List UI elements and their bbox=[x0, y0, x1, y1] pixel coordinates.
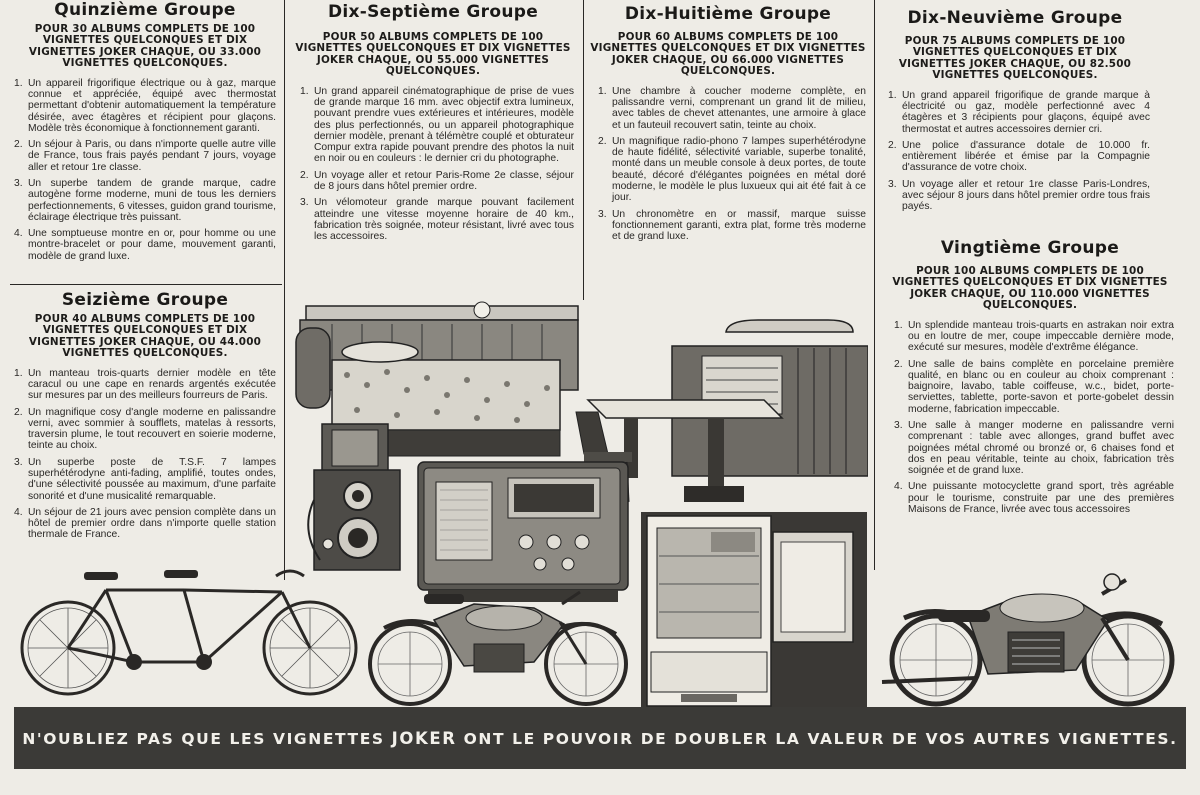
prize-list bbox=[14, 78, 276, 262]
prize-item: 1. Un splendide manteau trois-quarts en astrakan noir extra ou en loutre de mer, coupe impeccable dernière mode, exécuté sur mesures, modèle d'extrême élégance. bbox=[894, 319, 1174, 354]
prize-item: 2. Un voyage aller et retour Paris-Rome 2e classe, séjour de 8 jours dans hôtel premier ordre. bbox=[300, 169, 574, 192]
group-title: Vingtième Groupe bbox=[940, 238, 1120, 258]
group-title: Dix-Huitième Groupe bbox=[624, 4, 832, 24]
banner-emphasis: JOKER bbox=[391, 728, 457, 748]
group-subtitle: POUR 40 ALBUMS COMPLETS DE 100 VIGNETTES QUELCONQUES ET DIX VIGNETTES JOKER CHAQUE, OU 44.000 VIGNETTES QUELCONQUES. bbox=[28, 313, 262, 360]
motorcycle-illustration bbox=[876, 570, 1184, 710]
group-subtitle: POUR 75 ALBUMS COMPLETS DE 100 VIGNETTES QUELCONQUES ET DIX VIGNETTES JOKER CHAQUE, OU 82.500 VIGNETTES QUELCONQUES. bbox=[898, 35, 1132, 82]
prize-list bbox=[880, 90, 1150, 213]
prize-item: 2. Une police d'assurance dotale de 10.000 fr. entièrement libérée et émise par la Compagnie d'assurance de votre choix. bbox=[888, 139, 1150, 174]
group-19 bbox=[880, 8, 1150, 218]
prize-item: 3. Un chronomètre en or massif, marque suisse fonctionnement garanti, extra plat, forme très moderne et de grand luxe. bbox=[598, 208, 866, 243]
banner-text: N'OUBLIEZ PAS QUE LES VIGNETTES JOKER ONT LE POUVOIR DE DOUBLER LA VALEUR DE VOS AUTRES VIGNETTES. bbox=[22, 728, 1178, 748]
prize-item: 3. Un voyage aller et retour 1re classe Paris-Londres, avec séjour 8 jours dans hôtel premier ordre tous frais payés. bbox=[888, 178, 1150, 213]
prize-item: 2. Une salle de bains complète en porcelaine première qualité, en blanc ou en couleur au choix comprenant : baignoire, lavabo, table coiffeuse, w.c., bidet, porte-serviettes, tablette, porte-savon et porte-gobelet dessin moderne, fabrication impeccable. bbox=[894, 358, 1174, 415]
group-15 bbox=[14, 0, 276, 267]
tandem-bicycle-illustration bbox=[14, 562, 358, 706]
group-subtitle: POUR 60 ALBUMS COMPLETS DE 100 VIGNETTES QUELCONQUES ET DIX VIGNETTES JOKER CHAQUE, OU 66.000 VIGNETTES QUELCONQUES. bbox=[590, 31, 866, 78]
group-subtitle: POUR 50 ALBUMS COMPLETS DE 100 VIGNETTES QUELCONQUES ET DIX VIGNETTES JOKER CHAQUE, OU 55.000 VIGNETTES QUELCONQUES. bbox=[295, 31, 571, 78]
prize-item: 1. Un grand appareil cinématographique de prise de vues de grande marque 16 mm. avec objectif extra lumineux, pouvant prendre vues extérieures et intérieures, modèle des plus perfectionnés, ou un appareil photographique dernier modèle, prenant à télémètre couplé et obturateur Compur extra rapide pouvant prendre des photos la nuit en noir ou en couleurs : le dernier cri du photographe. bbox=[300, 85, 574, 165]
prize-list bbox=[590, 86, 866, 243]
group-17 bbox=[292, 2, 574, 247]
joker-reminder-banner bbox=[14, 707, 1186, 769]
prize-list bbox=[14, 368, 276, 541]
prize-item: 4. Une somptueuse montre en or, pour homme ou une montre-bracelet or pour dame, mouvement garanti, modèle de grand luxe. bbox=[14, 228, 276, 262]
group-18 bbox=[590, 4, 866, 247]
prize-item: 2. Un magnifique radio-phono 7 lampes superhétérodyne de haute fidélité, sélectivité variable, superbe tonalité, monté dans un meuble console à deux portes, de toute beauté, décoré d'élégantes poignées en métal doré moderne, le modèle le plus luxueux qui ait été fait à ce jour. bbox=[598, 135, 866, 204]
prize-item: 1. Un grand appareil frigorifique de grande marque à électricité ou gaz, modèle perfectionné avec 4 étagères et 3 récipients pour glaçons, équipé avec thermostat et autres accessoires dernier cri. bbox=[888, 89, 1150, 135]
prize-item: 3. Un vélomoteur grande marque pouvant facilement atteindre une vitesse moyenne horaire de 40 km., fabrication très soignée, moteur résistant, livré avec tous les accessoires. bbox=[300, 197, 574, 243]
group-title: Dix-Neuvième Groupe bbox=[907, 8, 1123, 28]
group-title: Dix-Septième Groupe bbox=[327, 2, 539, 22]
prize-item: 1. Un manteau trois-quarts dernier modèle en tête caracul ou une cape en renards argentés exécutée sur mesures par un des meilleurs fourreurs de Paris. bbox=[14, 367, 276, 402]
moped-illustration bbox=[364, 584, 634, 710]
prize-item: 3. Un superbe tandem de grande marque, cadre autogène forme moderne, muni de tous les derniers perfectionnements, 6 vitesses, guidon grand tourisme, éclairage électrique très puissant. bbox=[14, 178, 276, 223]
camera-illustration bbox=[306, 420, 406, 572]
group-subtitle: POUR 100 ALBUMS COMPLETS DE 100 VIGNETTES QUELCONQUES ET DIX VIGNETTES JOKER CHAQUE, OU 110.000 VIGNETTES QUELCONQUES. bbox=[892, 265, 1168, 312]
prize-list bbox=[292, 86, 574, 243]
prize-item: 2. Un magnifique cosy d'angle moderne en palissandre verni, avec sommier à soufflets, matelas à ressorts, traversin plume, le tout recouvert en soierie moderne, teinte au choix. bbox=[14, 406, 276, 452]
column-divider bbox=[874, 0, 875, 570]
group-title: Seizième Groupe bbox=[61, 290, 229, 310]
prize-item: 1. Une chambre à coucher moderne complète, en palissandre verni, comprenant un grand lit de milieu, avec tables de chevet attenantes, une armoire à glace et un fauteuil recouvert satin, teinte au choix. bbox=[598, 85, 866, 131]
prize-list bbox=[886, 320, 1174, 516]
column-divider bbox=[583, 0, 584, 300]
prize-item: 4. Un séjour de 21 jours avec pension complète dans un hôtel de premier ordre dans n'importe quelle station thermale de France. bbox=[14, 506, 276, 541]
group-16 bbox=[14, 290, 276, 546]
prize-item: 1. Un appareil frigorifique électrique ou à gaz, marque connue et appréciée, équipé avec thermostat permettant d'obtenir automatiquement la température désirée, avec étagères et récipient pour glaçons. Modèle très économique à fonctionnement garanti. bbox=[14, 77, 276, 134]
prize-item: 3. Une salle à manger moderne en palissandre verni comprenant : table avec allonges, grand buffet avec poignées métal chromé ou bronzé or, 6 chaises fond et dos en peau véritable, teinte au choix, fabrication très soignée et de grand luxe. bbox=[894, 420, 1174, 477]
group-20 bbox=[886, 238, 1174, 520]
group-subtitle: POUR 30 ALBUMS COMPLETS DE 100 VIGNETTES QUELCONQUES ET DIX VIGNETTES JOKER CHAQUE, OU 33.000 VIGNETTES QUELCONQUES. bbox=[28, 23, 262, 70]
column-divider bbox=[284, 0, 285, 580]
section-divider bbox=[10, 284, 282, 285]
prize-item: 4. Une puissante motocyclette grand sport, très agréable pour le tourisme, construite par une des premières Maisons de France, livrée avec tous accessoires bbox=[894, 481, 1174, 516]
group-title: Quinzième Groupe bbox=[54, 0, 236, 20]
refrigerator-illustration bbox=[641, 512, 867, 710]
prize-item: 3. Un superbe poste de T.S.F. 7 lampes superhétérodyne anti-fading, amplifié, toutes ondes, d'une sélectivité poussée au maximum, d'une parfaite sonorité et d'une musicalité remarquable. bbox=[14, 456, 276, 502]
prize-item: 2. Un séjour à Paris, ou dans n'importe quelle autre ville de France, tous frais payés pendant 7 jours, voyage aller et retour 1re classe. bbox=[14, 139, 276, 173]
